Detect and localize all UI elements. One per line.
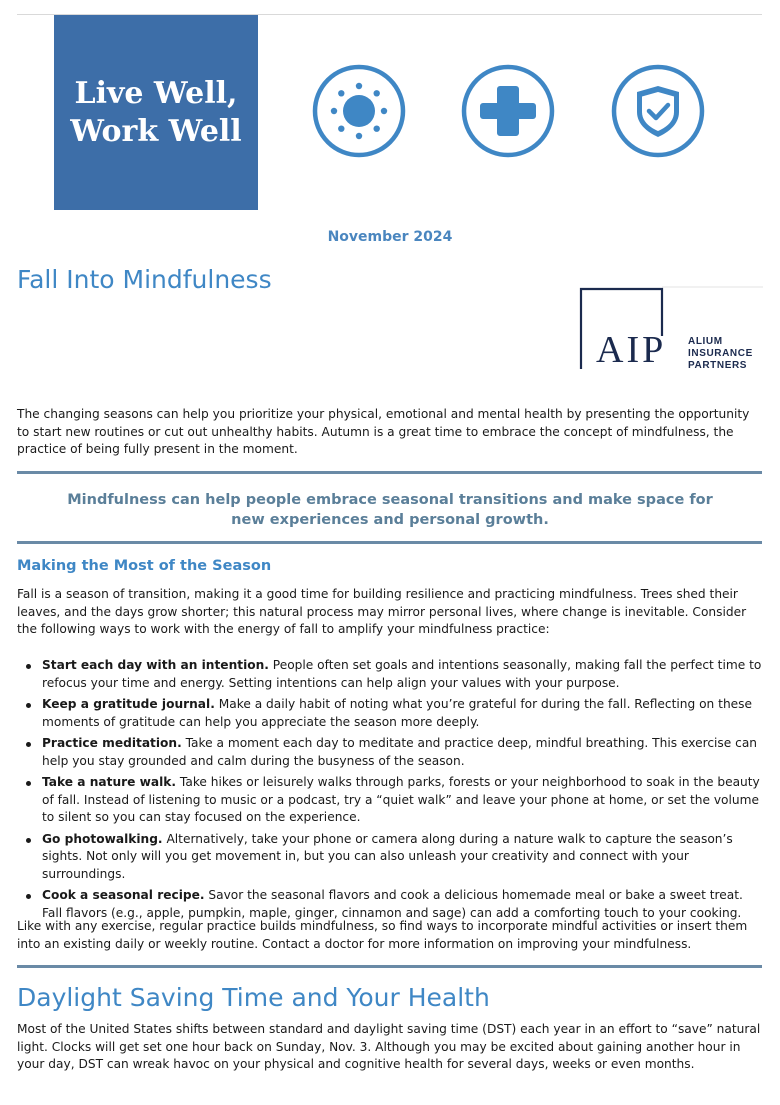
- callout-rule-bottom: [17, 541, 762, 544]
- list-item-text: Savor the seasonal flavors and cook a delicious homemade meal or bake a sweet treat. Fall flavors (e.g., apple, pumpkin, maple, ginger, cinnamon and sage) can add a comforting touch to your cooking.: [42, 888, 743, 920]
- shield-check-icon: [611, 64, 705, 158]
- logo-line1: ALIUM: [688, 336, 723, 347]
- list-item-text: People often set goals and intentions seasonally, making fall the perfect time to refocus your time and energy. Setting intentions can help align your values with your purpose.: [42, 658, 762, 690]
- callout-rule-top: [17, 471, 762, 474]
- list-item-text: Alternatively, take your phone or camera along during a nature walk to capture the season’s sights. Not only will you get movement in, but you can also unleash your creativity and connect with your surroundings.: [42, 831, 733, 881]
- hero-title: [70, 75, 241, 151]
- list-item: [17, 887, 763, 922]
- list-item-text: Make a daily habit of noting what you’re grateful for during the fall. Reflecting on these moments of gratitude can help you appreciate the season more deeply.: [42, 697, 753, 729]
- hero-title-line2: Work Well: [70, 113, 242, 149]
- season-intro: Fall is a season of transition, making it a good time for building resilience and practicing mindfulness. Trees shed their leaves, and the days grow shorter; this natural process may mirror personal lives, where change is inevitable. Consider the following ways to work with the energy of fall to amplify your mindfulness practice:: [17, 587, 747, 636]
- dst-intro: Most of the United States shifts between standard and daylight saving time (DST) each year in an effort to “save” natural light. Clocks will get set one hour back on Sunday, Nov. 3. Although you may be excited about gaining another hour in your day, DST can wreak havoc on your physical and cognitive health for several days, weeks or even months.: [17, 1022, 761, 1071]
- mindfulness-intro: The changing seasons can help you prioritize your physical, emotional and mental health by presenting the opportunity to start new routines or cut out unhealthy habits. Autumn is a great time to embrace the concept of mindfulness, the practice of being fully present in the moment.: [17, 407, 750, 456]
- list-item-lead: Go photowalking.: [42, 831, 163, 846]
- list-item-text: Take a moment each day to meditate and practice deep, mindful breathing. This exercise can help you stay grounded and calm during the busyness of the season.: [42, 736, 758, 768]
- logo-line3: PARTNERS: [688, 360, 748, 371]
- logo-mark: AIP: [596, 329, 667, 371]
- list-item: [17, 696, 763, 731]
- logo-line2: INSURANCE: [688, 348, 753, 359]
- logo-wordmark: [688, 336, 753, 372]
- list-item: [17, 735, 763, 770]
- list-item-lead: Start each day with an intention.: [42, 658, 269, 672]
- list-item: [17, 831, 763, 884]
- list-item: [17, 774, 763, 827]
- hero-banner: [54, 15, 258, 210]
- callout-quote: Mindfulness can help people embrace seasonal transitions and make space for new experiences and personal growth.: [67, 492, 713, 528]
- aip-logo: [578, 286, 763, 372]
- list-item-lead: Take a nature walk.: [42, 775, 177, 789]
- hero-title-line1: Live Well,: [74, 75, 238, 111]
- sun-icon: [312, 64, 406, 158]
- section-title-dst: Daylight Saving Time and Your Health: [17, 983, 490, 1012]
- section-divider: [17, 965, 762, 968]
- medical-cross-icon: [461, 64, 555, 158]
- season-closing: Like with any exercise, regular practice builds mindfulness, so find ways to incorporate mindful activities or insert them into an existing daily or weekly routine. Contact a doctor for more information on improving your mindfulness.: [17, 919, 748, 951]
- list-item-lead: Cook a seasonal recipe.: [42, 888, 205, 902]
- list-item: [17, 657, 763, 692]
- issue-date: November 2024: [327, 229, 453, 245]
- list-item-text: Take hikes or leisurely walks through parks, forests or your neighborhood to soak in the beauty of fall. Instead of listening to music or a podcast, try a “quiet walk” and leave your phone at home, or set the volume to silent so you can stay focused on the experience.: [42, 775, 760, 824]
- list-item-lead: Practice meditation.: [42, 736, 182, 750]
- section-title-mindfulness: Fall Into Mindfulness: [17, 265, 272, 294]
- tips-list: [17, 657, 763, 926]
- section-subtitle-season: Making the Most of the Season: [17, 558, 272, 574]
- list-item-lead: Keep a gratitude journal.: [42, 697, 215, 711]
